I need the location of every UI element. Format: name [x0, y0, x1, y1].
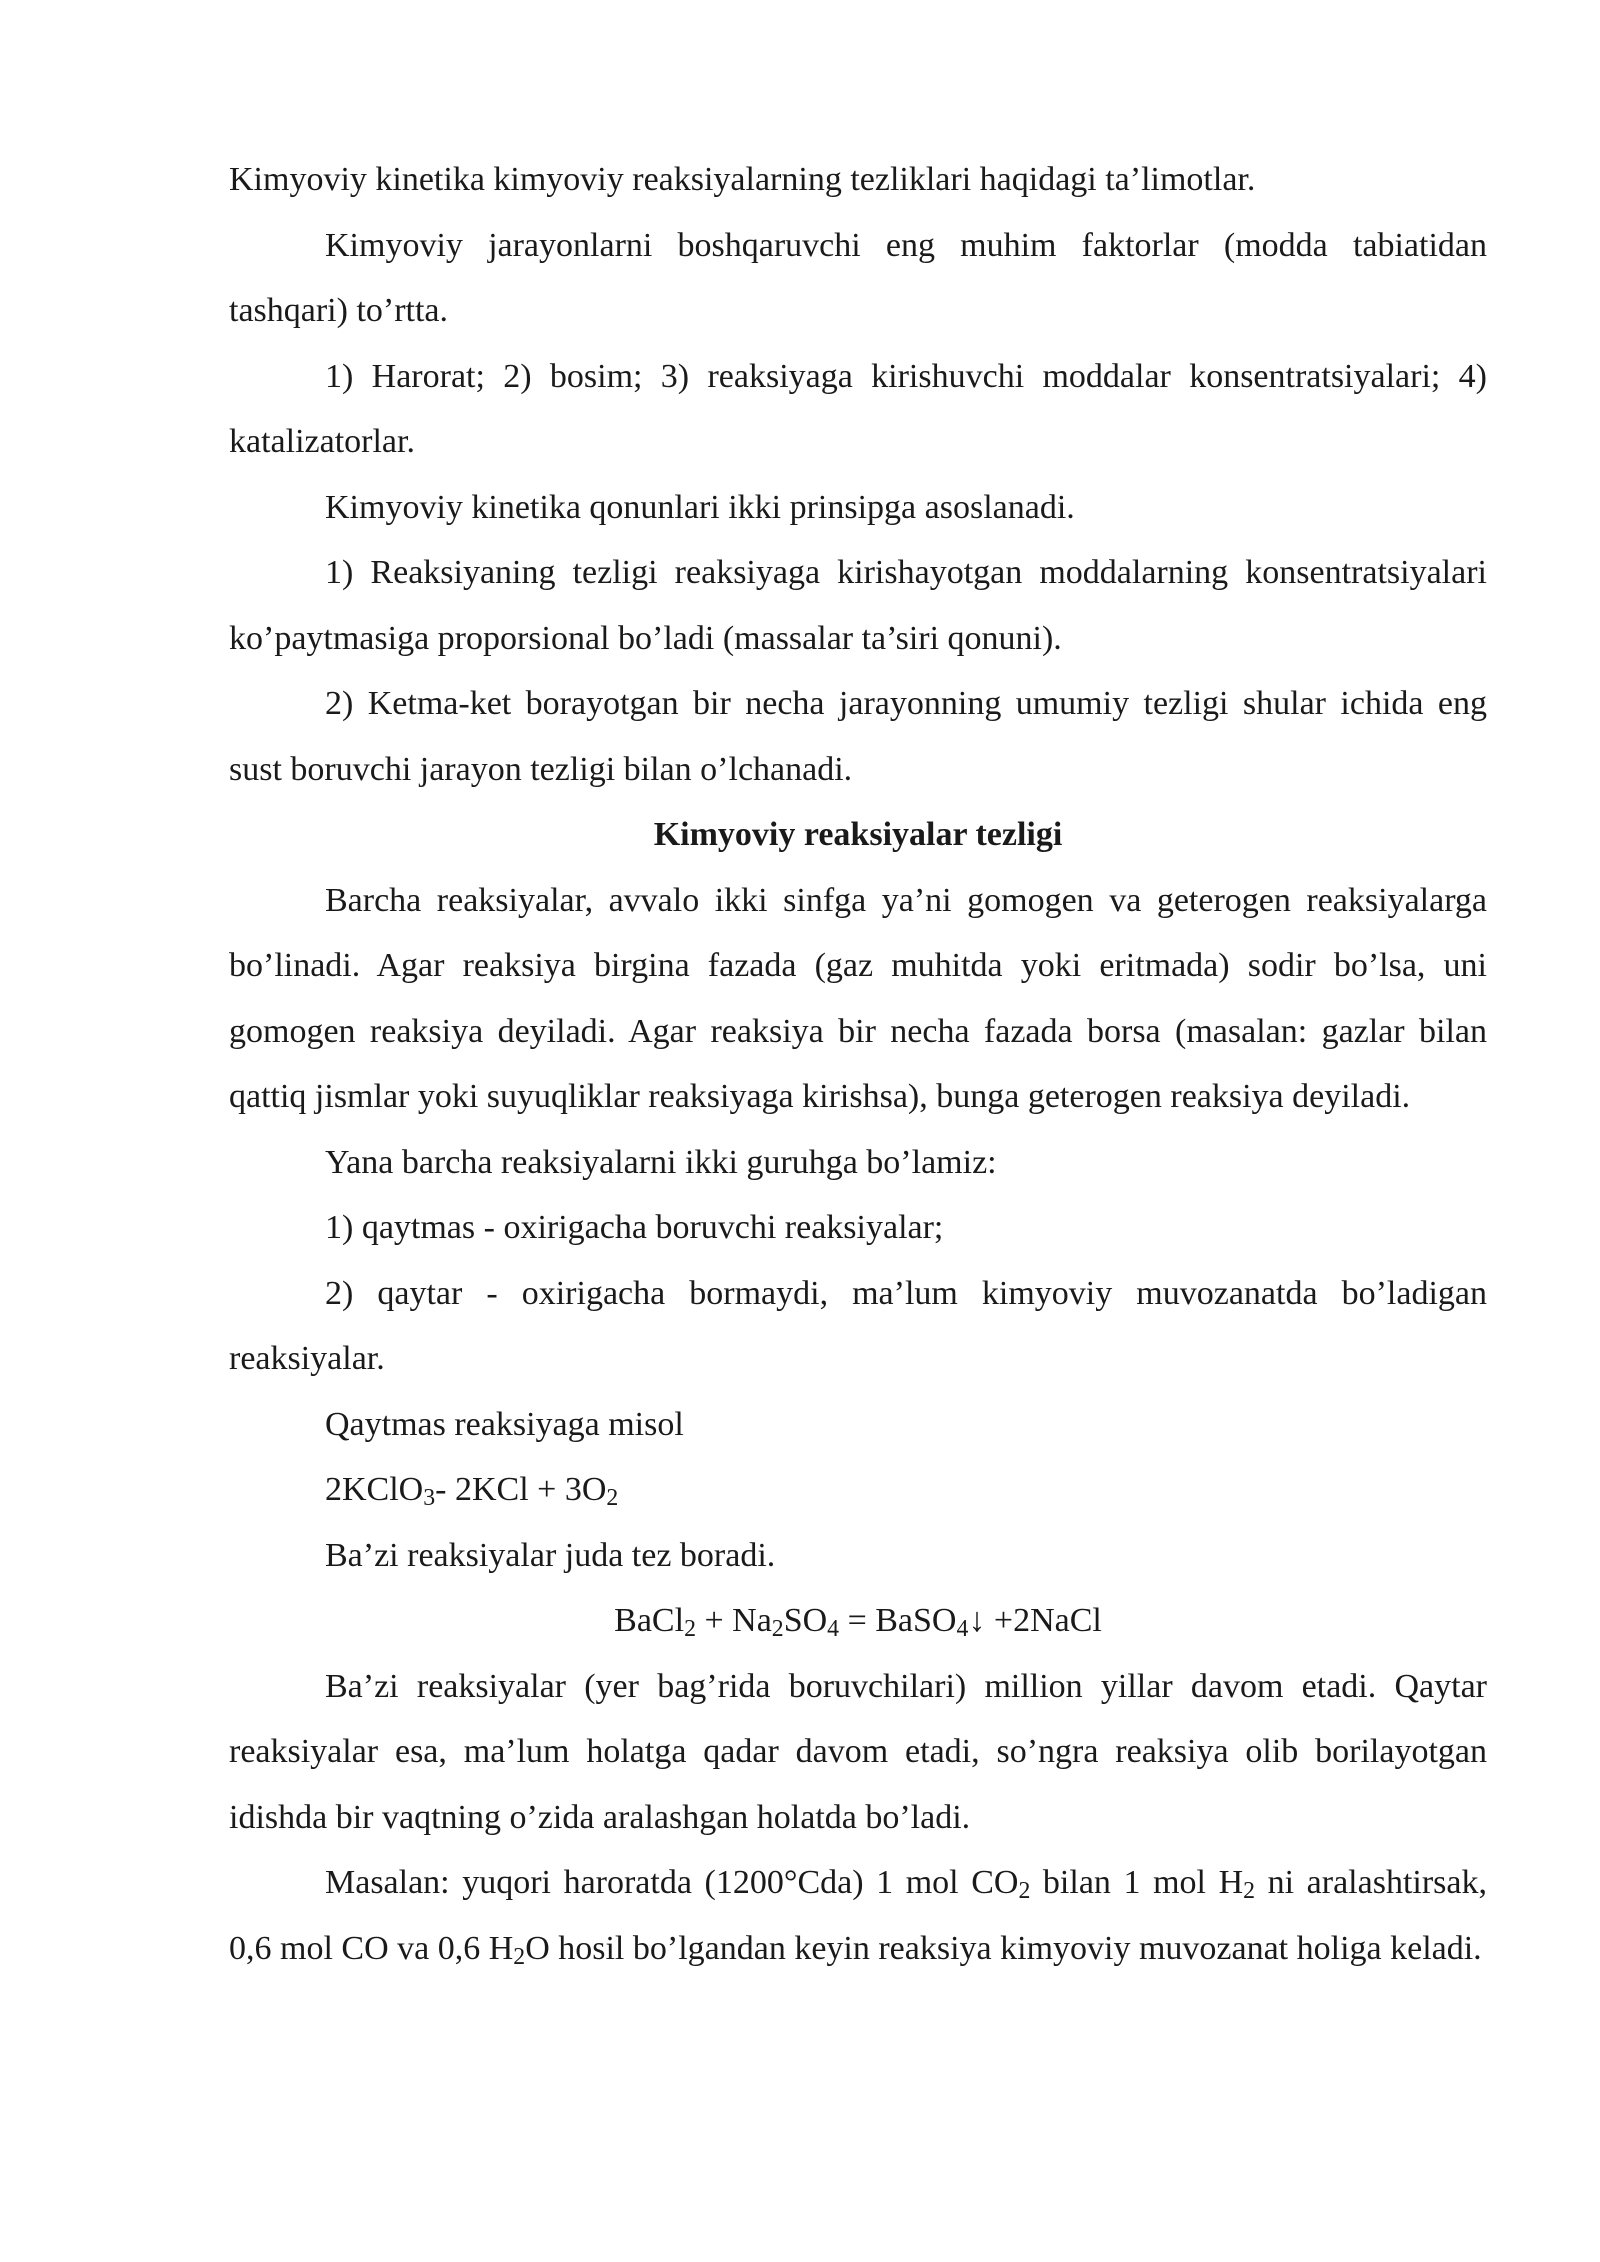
homogeneous-paragraph: Barcha reaksiyalar, avvalo ikki sinfga ya’ni gomogen va geterogen reaksiyalarga bo’linadi. Agar reaksiya birgina fazada (gaz muhitda yoki eritmada) sodir bo’lsa, uni gomogen reaksiya deyiladi. Agar reaksiya bir necha fazada borsa (masalan: gazlar bilan qattiq jismlar yoki suyuqliklar reaksiyaga kirishsa), bunga geterogen reaksiya deyiladi. — [229, 881, 1487, 1115]
equation-2-part-d: = BaSO — [839, 1602, 957, 1639]
principles-intro-paragraph: Kimyoviy kinetika qonunlari ikki prinsipga asoslanadi. — [325, 488, 1075, 526]
equation-2-sub-b: 2 — [771, 1616, 784, 1643]
example-part-4: O hosil bo’lgandan keyin reaksiya kimyoviy muvozanat holiga keladi. — [525, 1929, 1482, 1967]
equation-2-sub-d: 4 — [956, 1616, 969, 1643]
section-heading: Kimyoviy reaksiyalar tezligi — [653, 816, 1063, 853]
group-2-paragraph: 2) qaytar - oxirigacha bormaydi, ma’lum kimyoviy muvozanatda bo’ladigan reaksiyalar. — [229, 1274, 1487, 1377]
slow-reactions-paragraph: Ba’zi reaksiyalar (yer bag’rida boruvchilari) million yillar davom etadi. Qaytar reaksiyalar esa, ma’lum holatga qadar davom etadi, so’ngra reaksiya olib borilayotgan idishda bir vaqtning o’zida aralashgan holatda bo’ladi. — [229, 1667, 1487, 1836]
example-part-3: ni aralashtirsak, 0,6 mol CO va 0,6 H — [229, 1864, 1487, 1967]
example-part-2: bilan 1 mol H — [1030, 1864, 1244, 1901]
document-body — [229, 147, 1487, 1981]
group-1-paragraph: 1) qaytmas - oxirigacha boruvchi reaksiyalar; — [325, 1209, 944, 1246]
equation-2-part-e: ↓ +2NaCl — [968, 1602, 1102, 1639]
intro-line: Kimyoviy kinetika kimyoviy reaksiyalarning tezliklari haqidagi ta’limotlar. — [229, 161, 1256, 198]
principle-2-paragraph: 2) Ketma-ket borayotgan bir necha jarayonning umumiy tezligi shular ichida eng sust boruvchi jarayon tezligi bilan o’lchanadi. — [229, 685, 1487, 788]
example-part-1: Masalan: yuqori haroratda (1200°Cda) 1 mol CO — [325, 1864, 1019, 1901]
equation-2-sub-c: 4 — [827, 1616, 840, 1643]
equation-2-part-c: SO — [783, 1602, 828, 1639]
equation-1 — [229, 1457, 1487, 1523]
groups-intro-paragraph: Yana barcha reaksiyalarni ikki guruhga bo’lamiz: — [325, 1143, 997, 1181]
irreversible-example-label: Qaytmas reaksiyaga misol — [325, 1405, 684, 1443]
example-paragraph — [229, 1850, 1487, 1981]
equation-1-part-b: - 2KCl + 3O — [435, 1471, 607, 1508]
equation-1-sub-a: 3 — [423, 1485, 436, 1512]
equation-2-sub-a: 2 — [684, 1616, 696, 1643]
equation-1-sub-b: 2 — [606, 1485, 619, 1512]
factors-list-paragraph: 1) Harorat; 2) bosim; 3) reaksiyaga kirishuvchi moddalar konsentratsiyalari; 4) katalizatorlar. — [229, 357, 1487, 460]
equation-1-part-a: 2KClO — [325, 1471, 424, 1508]
fast-reactions-line: Ba’zi reaksiyalar juda tez boradi. — [325, 1536, 776, 1574]
equation-2 — [229, 1588, 1487, 1654]
principle-1-paragraph: 1) Reaksiyaning tezligi reaksiyaga kirishayotgan moddalarning konsentratsiyalari ko’paytmasiga proporsional bo’ladi (massalar ta’siri qonuni). — [229, 554, 1487, 657]
example-sub-2: 2 — [1243, 1878, 1256, 1905]
equation-2-part-a: BaCl — [614, 1602, 685, 1639]
equation-2-part-b: + Na — [695, 1602, 772, 1639]
factors-intro-paragraph: Kimyoviy jarayonlarni boshqaruvchi eng muhim faktorlar (modda tabiatidan tashqari) to’rtta. — [229, 226, 1487, 329]
example-sub-1: 2 — [1018, 1878, 1031, 1905]
example-sub-3: 2 — [513, 1943, 526, 1970]
